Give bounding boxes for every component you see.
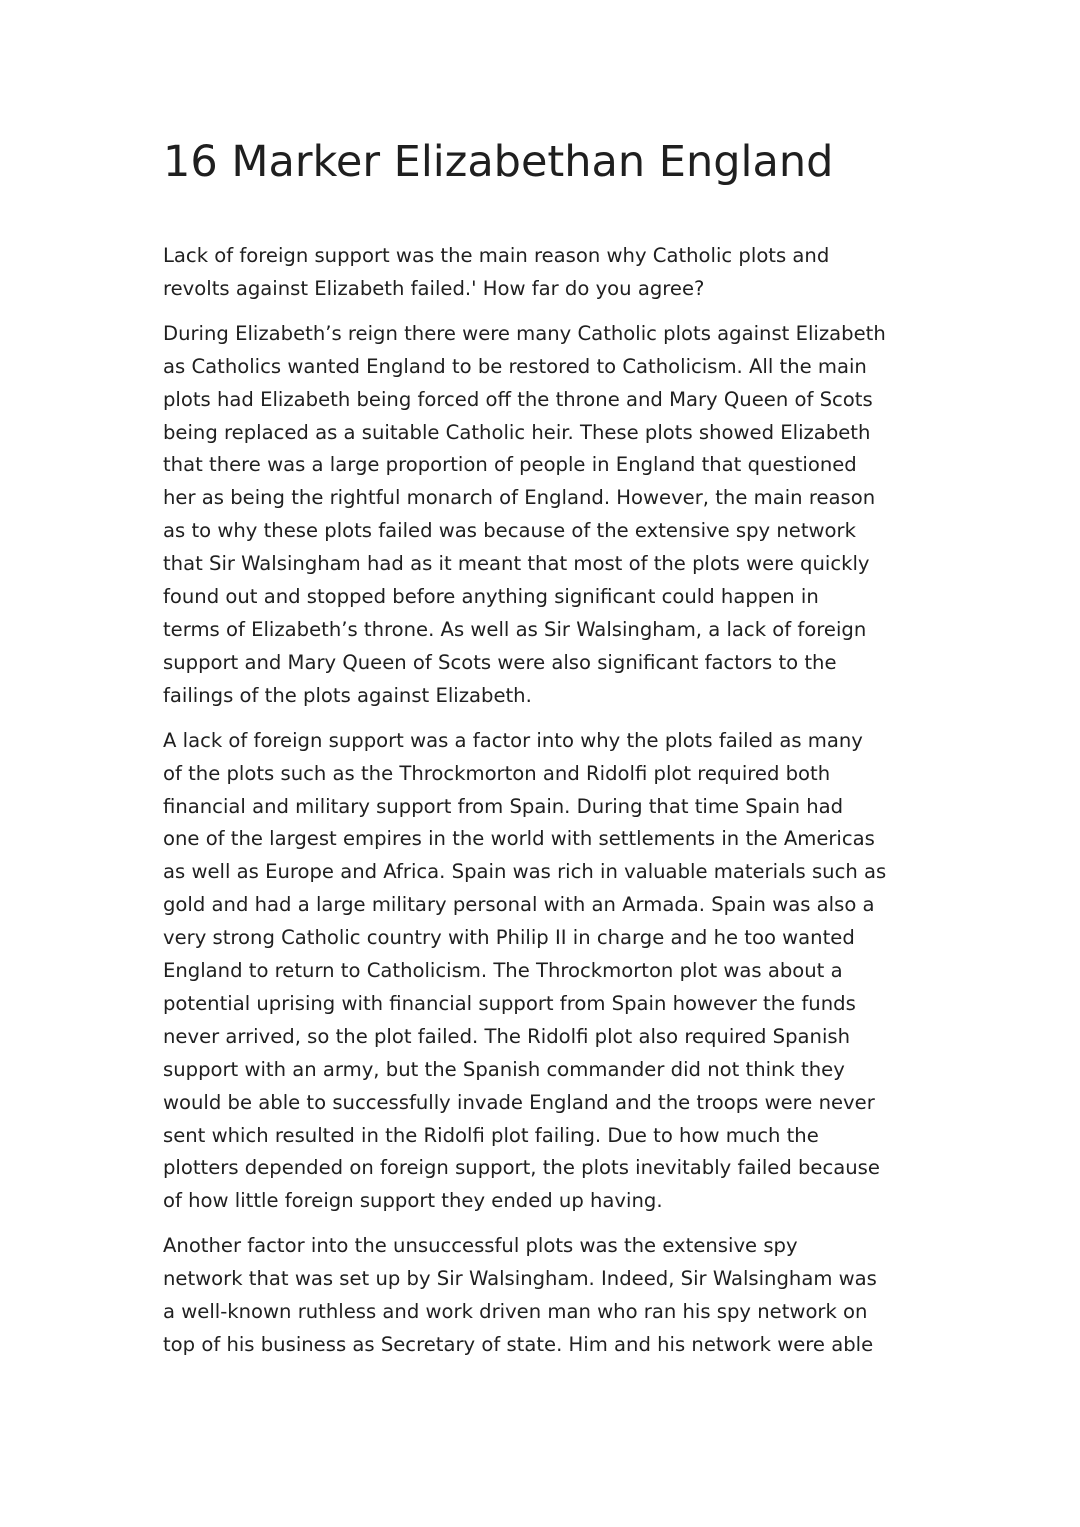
text-line: one of the largest empires in the world with settlements in the Americas	[163, 827, 875, 851]
text-line: as Catholics wanted England to be restored to Catholicism. All the main	[163, 354, 867, 378]
paragraph-spy-network	[163, 1230, 923, 1362]
text-line: as well as Europe and Africa. Spain was rich in valuable materials such as	[163, 860, 887, 884]
text-line: Another factor into the unsuccessful plots was the extensive spy	[163, 1234, 798, 1258]
text-line: gold and had a large military personal with an Armada. Spain was also a	[163, 893, 875, 917]
text-line: found out and stopped before anything significant could happen in	[163, 585, 819, 609]
text-line: During Elizabeth’s reign there were many Catholic plots against Elizabeth	[163, 321, 886, 345]
text-line: being replaced as a suitable Catholic heir. These plots showed Elizabeth	[163, 420, 871, 444]
text-line: would be able to successfully invade England and the troops were never	[163, 1090, 875, 1114]
text-line: of how little foreign support they ended up having.	[163, 1189, 663, 1213]
paragraph-foreign-support	[163, 725, 923, 1219]
text-line: that there was a large proportion of people in England that questioned	[163, 453, 857, 477]
paragraph-introduction	[163, 318, 923, 713]
text-line: terms of Elizabeth’s throne. As well as Sir Walsingham, a lack of foreign	[163, 617, 867, 641]
text-line: very strong Catholic country with Philip II in charge and he too wanted	[163, 926, 855, 950]
text-line: a well-known ruthless and work driven man who ran his spy network on	[163, 1300, 868, 1324]
text-line: failings of the plots against Elizabeth.	[163, 683, 532, 707]
text-line: plots had Elizabeth being forced off the throne and Mary Queen of Scots	[163, 387, 873, 411]
text-line: plotters depended on foreign support, the plots inevitably failed because	[163, 1156, 880, 1180]
text-line: Lack of foreign support was the main reason why Catholic plots and	[163, 244, 830, 267]
text-line: revolts against Elizabeth failed.' How far do you agree?	[163, 276, 705, 300]
text-line: her as being the rightful monarch of England. However, the main reason	[163, 486, 876, 510]
text-line: as to why these plots failed was because of the extensive spy network	[163, 519, 856, 543]
text-line: England to return to Catholicism. The Throckmorton plot was about a	[163, 959, 843, 983]
text-line: support with an army, but the Spanish commander did not think they	[163, 1057, 845, 1081]
text-line: top of his business as Secretary of state. Him and his network were able	[163, 1333, 874, 1356]
essay-question	[163, 240, 923, 306]
text-line: sent which resulted in the Ridolfi plot failing. Due to how much the	[163, 1123, 819, 1147]
page-title: 16 Marker Elizabethan England	[163, 137, 834, 187]
text-line: A lack of foreign support was a factor into why the plots failed as many	[163, 728, 863, 752]
text-line: potential uprising with financial support from Spain however the funds	[163, 991, 856, 1015]
text-line: support and Mary Queen of Scots were also significant factors to the	[163, 650, 837, 674]
text-line: never arrived, so the plot failed. The Ridolfi plot also required Spanish	[163, 1024, 851, 1048]
essay-body	[163, 240, 923, 1374]
text-line: network that was set up by Sir Walsingham. Indeed, Sir Walsingham was	[163, 1267, 877, 1291]
text-line: financial and military support from Spain. During that time Spain had	[163, 794, 844, 818]
text-line: of the plots such as the Throckmorton and Ridolfi plot required both	[163, 761, 831, 785]
text-line: that Sir Walsingham had as it meant that most of the plots were quickly	[163, 552, 870, 576]
